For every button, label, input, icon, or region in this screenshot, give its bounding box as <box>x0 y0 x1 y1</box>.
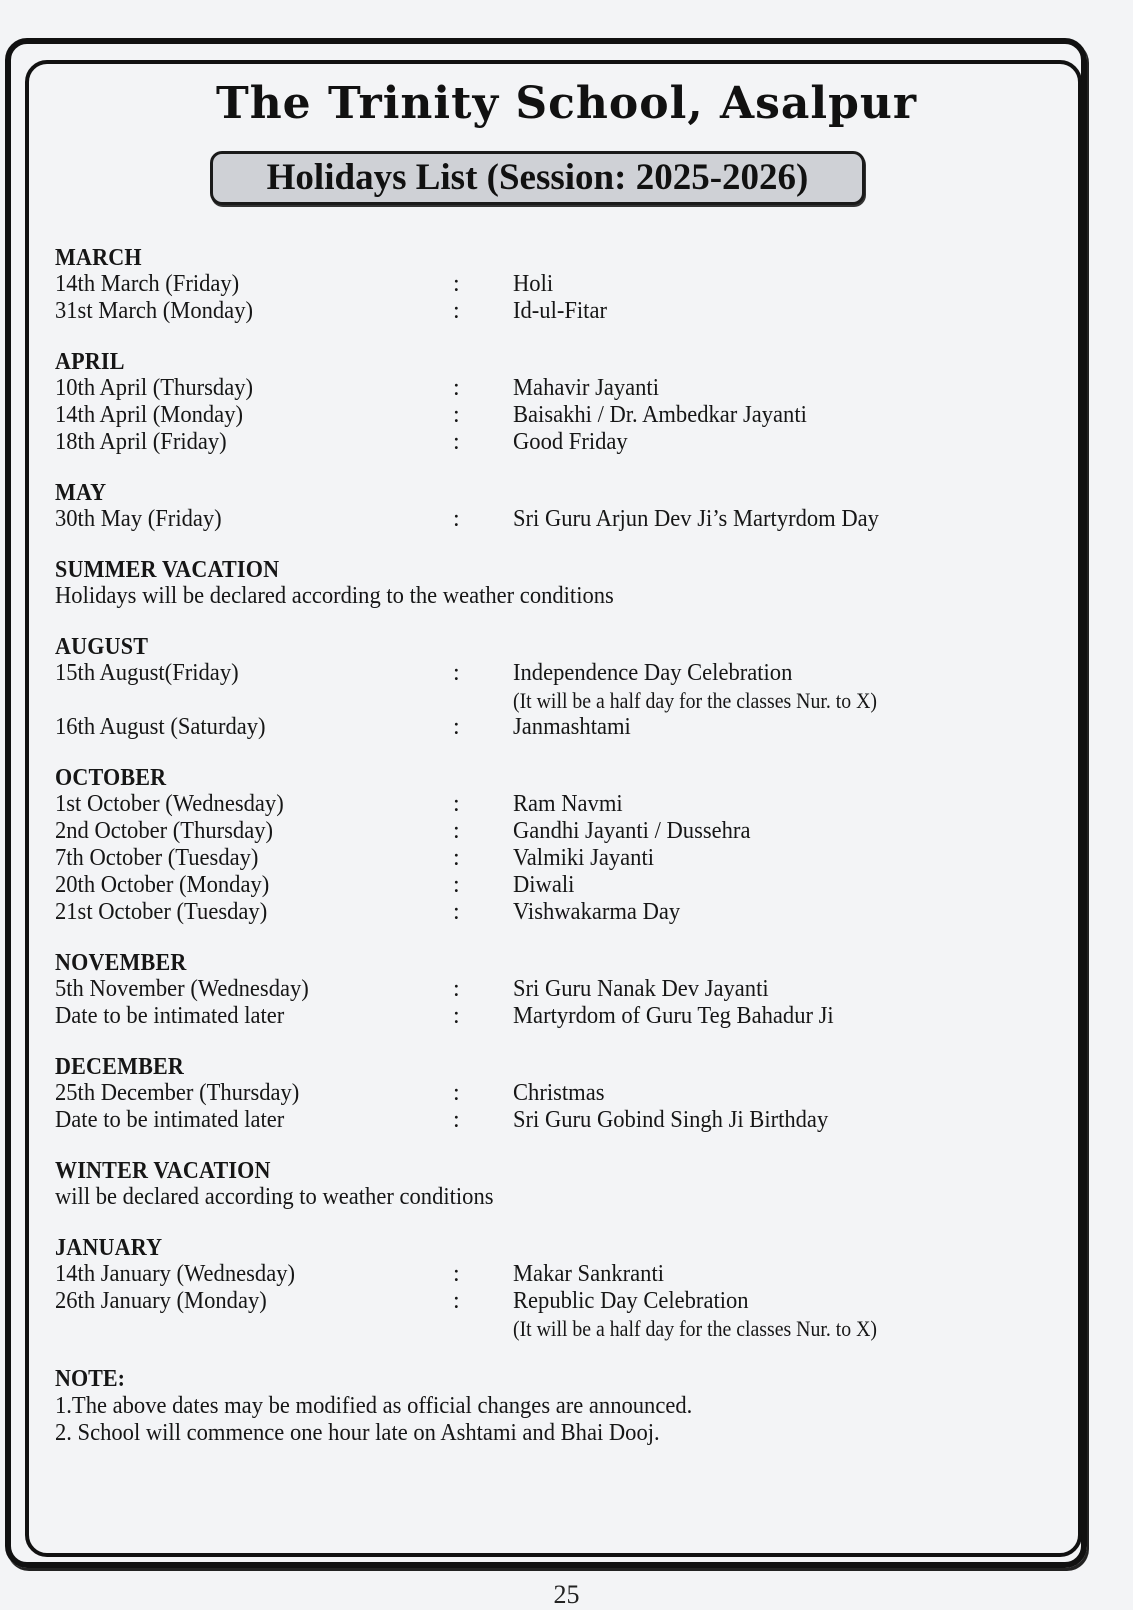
holiday-note-row <box>55 687 1065 714</box>
holiday-date: 14th April (Monday) <box>55 402 243 428</box>
empty-cell <box>55 687 429 714</box>
holiday-row <box>55 298 1065 325</box>
separator: : <box>453 271 460 297</box>
page-number: 25 <box>553 1580 580 1609</box>
holiday-note: (It will be a half day for the classes Nur. to X) <box>513 1316 877 1341</box>
notes-heading: NOTE: <box>55 1366 125 1392</box>
holiday-date: 14th March (Friday) <box>55 271 240 297</box>
separator: : <box>453 976 460 1002</box>
section-march <box>55 245 1065 325</box>
separator: : <box>453 1261 460 1287</box>
separator: : <box>453 1288 460 1314</box>
holidays-list-title: Holidays List (Session: 2025-2026) <box>266 157 809 198</box>
holiday-date: 26th January (Monday) <box>55 1288 267 1314</box>
holiday-list-content <box>55 245 1065 1471</box>
holiday-event: Id-ul-Fitar <box>513 298 607 324</box>
holiday-date: 5th November (Wednesday) <box>55 976 309 1002</box>
separator: : <box>453 660 460 686</box>
section-august <box>55 634 1065 741</box>
holiday-event: Sri Guru Arjun Dev Ji’s Martyrdom Day <box>513 506 879 532</box>
holiday-row <box>55 506 1065 533</box>
separator: : <box>453 872 460 898</box>
holiday-date: 2nd October (Thursday) <box>55 818 274 844</box>
holiday-date: Date to be intimated later <box>55 1003 285 1029</box>
holiday-row <box>55 660 1065 687</box>
holiday-row <box>55 429 1065 456</box>
holiday-note-row <box>55 1315 1065 1342</box>
section-october <box>55 765 1065 926</box>
holiday-row <box>55 1107 1065 1134</box>
month-heading: APRIL <box>55 349 125 375</box>
holiday-event: Diwali <box>513 872 575 898</box>
section-december <box>55 1054 1065 1134</box>
holiday-event: Holi <box>513 271 554 297</box>
holiday-row <box>55 845 1065 872</box>
holiday-date: 18th April (Friday) <box>55 429 227 455</box>
holiday-row <box>55 271 1065 298</box>
holiday-note: (It will be a half day for the classes Nur. to X) <box>513 688 877 713</box>
section-january <box>55 1235 1065 1342</box>
section-summer-vacation <box>55 557 1065 610</box>
holiday-row <box>55 1261 1065 1288</box>
section-november <box>55 950 1065 1030</box>
month-heading: SUMMER VACATION <box>55 557 280 583</box>
holiday-date: 10th April (Thursday) <box>55 375 254 401</box>
holiday-date: 20th October (Monday) <box>55 872 270 898</box>
holiday-event: Good Friday <box>513 429 628 455</box>
separator: : <box>453 899 460 925</box>
separator: : <box>453 298 460 324</box>
month-heading: AUGUST <box>55 634 149 660</box>
holiday-date: 14th January (Wednesday) <box>55 1261 296 1287</box>
separator: : <box>453 402 460 428</box>
holiday-row <box>55 872 1065 899</box>
empty-cell <box>453 1315 513 1342</box>
holiday-event: Mahavir Jayanti <box>513 375 659 401</box>
month-heading: NOVEMBER <box>55 950 187 976</box>
holiday-row <box>55 899 1065 926</box>
separator: : <box>453 818 460 844</box>
holiday-event: Ram Navmi <box>513 791 623 817</box>
holiday-event: Gandhi Jayanti / Dussehra <box>513 818 751 844</box>
vacation-text: will be declared according to weather conditions <box>55 1184 494 1210</box>
separator: : <box>453 1080 460 1106</box>
vacation-text: Holidays will be declared according to the weather conditions <box>55 583 614 609</box>
holiday-event: Makar Sankranti <box>513 1261 664 1287</box>
holiday-row <box>55 1288 1065 1315</box>
note-item: 2. School will commence one hour late on Ashtami and Bhai Dooj. <box>55 1420 660 1446</box>
section-winter-vacation <box>55 1158 1065 1211</box>
holiday-row <box>55 1003 1065 1030</box>
holiday-row <box>55 402 1065 429</box>
holiday-row <box>55 976 1065 1003</box>
holiday-date: 15th August(Friday) <box>55 660 239 686</box>
holiday-date: 1st October (Wednesday) <box>55 791 284 817</box>
holiday-row <box>55 1080 1065 1107</box>
separator: : <box>453 375 460 401</box>
empty-cell <box>453 687 513 714</box>
separator: : <box>453 845 460 871</box>
section-may <box>55 480 1065 533</box>
holiday-date: 7th October (Tuesday) <box>55 845 259 871</box>
empty-cell <box>55 1315 429 1342</box>
holiday-date: 16th August (Saturday) <box>55 714 266 740</box>
school-name-heading: The Trinity School, Asalpur <box>215 78 918 129</box>
separator: : <box>453 714 460 740</box>
section-april <box>55 349 1065 456</box>
month-heading: MAY <box>55 480 107 506</box>
separator: : <box>453 506 460 532</box>
holiday-date: 30th May (Friday) <box>55 506 222 532</box>
holiday-event: Valmiki Jayanti <box>513 845 654 871</box>
separator: : <box>453 791 460 817</box>
holiday-date: 31st March (Monday) <box>55 298 253 324</box>
holiday-row <box>55 375 1065 402</box>
month-heading: MARCH <box>55 245 142 271</box>
holiday-date: 25th December (Thursday) <box>55 1080 300 1106</box>
month-heading: OCTOBER <box>55 765 167 791</box>
holiday-date: 21st October (Tuesday) <box>55 899 268 925</box>
holiday-event: Janmashtami <box>513 714 631 740</box>
month-heading: JANUARY <box>55 1235 163 1261</box>
holidays-list-title-box <box>210 151 865 205</box>
separator: : <box>453 1003 460 1029</box>
separator: : <box>453 1107 460 1133</box>
holiday-row <box>55 791 1065 818</box>
holiday-event: Martyrdom of Guru Teg Bahadur Ji <box>513 1003 834 1029</box>
month-heading: WINTER VACATION <box>55 1158 271 1184</box>
holiday-event: Vishwakarma Day <box>513 899 681 925</box>
holiday-event: Baisakhi / Dr. Ambedkar Jayanti <box>513 402 807 428</box>
holiday-event: Sri Guru Nanak Dev Jayanti <box>513 976 769 1002</box>
note-item: 1.The above dates may be modified as official changes are announced. <box>55 1393 693 1419</box>
holiday-event: Independence Day Celebration <box>513 660 793 686</box>
notes-section <box>55 1366 1065 1447</box>
holiday-row <box>55 714 1065 741</box>
holiday-event: Sri Guru Gobind Singh Ji Birthday <box>513 1107 829 1133</box>
holiday-date: Date to be intimated later <box>55 1107 285 1133</box>
month-heading: DECEMBER <box>55 1054 185 1080</box>
holiday-event: Christmas <box>513 1080 605 1106</box>
holiday-row <box>55 818 1065 845</box>
separator: : <box>453 429 460 455</box>
holiday-event: Republic Day Celebration <box>513 1288 749 1314</box>
